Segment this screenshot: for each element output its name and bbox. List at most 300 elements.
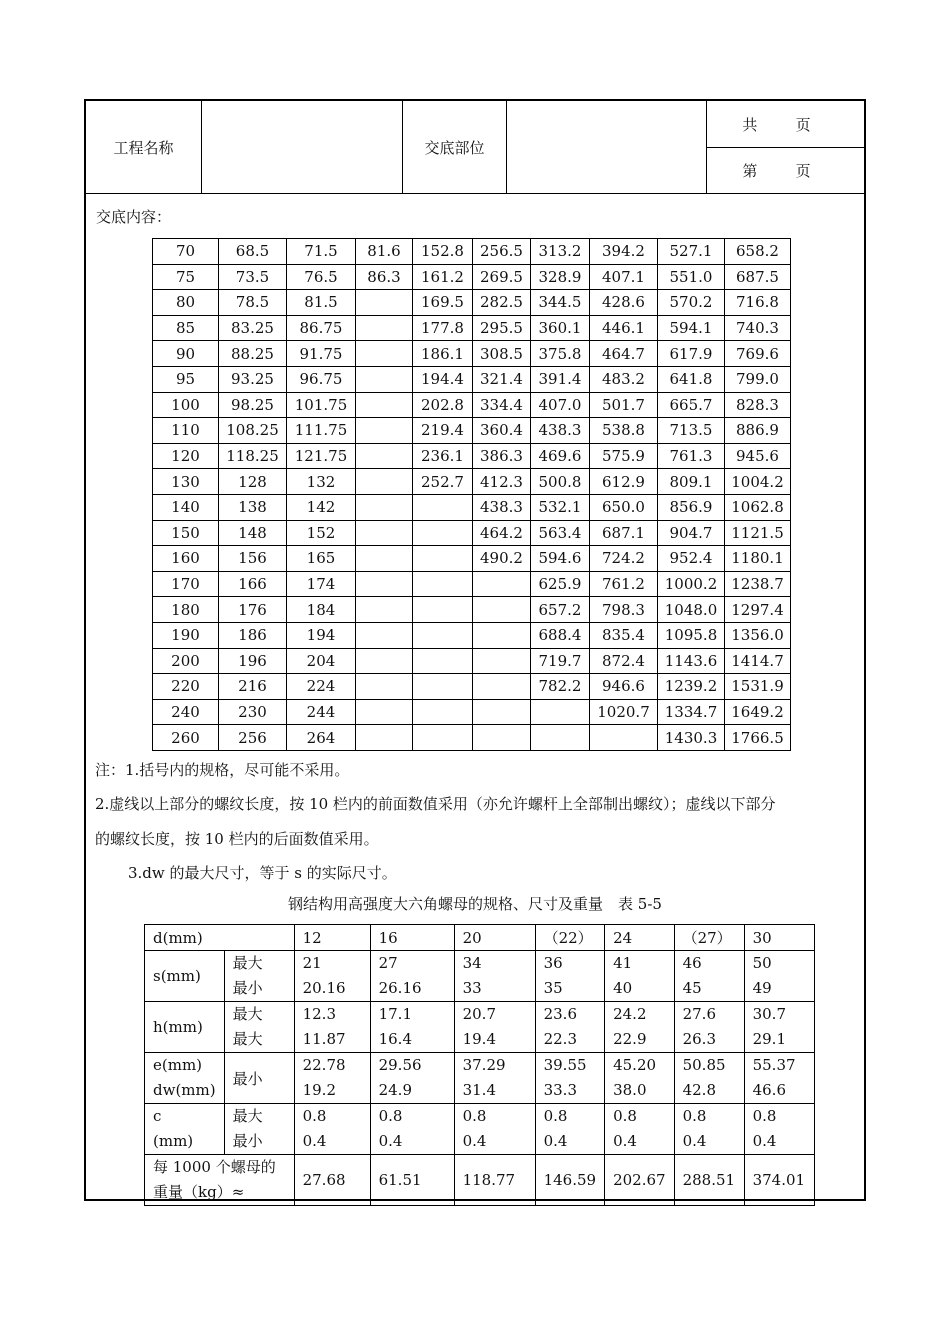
table-cell: 85 [153, 315, 219, 341]
table-cell: 761.3 [658, 443, 725, 469]
table-cell: 334.4 [473, 392, 531, 418]
cell-line: 29.56 [378, 1056, 422, 1074]
table-cell: 196 [219, 648, 287, 674]
table-cell: 108.25 [219, 418, 287, 444]
table-cell: 252.7 [413, 469, 473, 495]
note-3: 3.dw 的最大尺寸，等于 s 的实际尺寸。 [128, 864, 397, 882]
table-cell: 170 [153, 571, 219, 597]
project-name-label: 工程名称 [86, 101, 202, 193]
cell-line: 46 [682, 954, 702, 972]
table-cell [473, 699, 531, 725]
table-cell: 483.2 [590, 366, 658, 392]
cell-line: 0.8 [752, 1107, 777, 1125]
cell-line: 24.9 [378, 1081, 412, 1099]
weight-value: 61.51 [370, 1155, 454, 1206]
weight-value: 118.77 [454, 1155, 535, 1206]
table-cell: 282.5 [473, 290, 531, 316]
cell-line: 19.2 [302, 1081, 336, 1099]
c-value [605, 1104, 675, 1155]
table-cell: 740.3 [725, 315, 791, 341]
project-name-value [202, 101, 403, 193]
cell-line: 12.3 [302, 1005, 336, 1023]
d-value: （22） [535, 925, 605, 951]
table-row [153, 725, 791, 751]
d-value: 12 [294, 925, 370, 951]
e-value [605, 1053, 675, 1104]
nut-spec-table [144, 924, 815, 1206]
table-cell: 111.75 [287, 418, 356, 444]
table-row [153, 392, 791, 418]
table-cell: 166 [219, 571, 287, 597]
cell-line: 最小 [232, 1132, 263, 1150]
table-cell: 1020.7 [590, 699, 658, 725]
table-row [153, 366, 791, 392]
cell-line: 0.4 [302, 1132, 327, 1150]
cell-line: 49 [752, 979, 772, 997]
table-cell: 321.4 [473, 366, 531, 392]
d-value: 30 [744, 925, 814, 951]
table-cell: 240 [153, 699, 219, 725]
table-cell: 86.75 [287, 315, 356, 341]
table-cell: 81.5 [287, 290, 356, 316]
s-sub [224, 951, 294, 1002]
table-cell [413, 520, 473, 546]
table-cell: 344.5 [531, 290, 590, 316]
table-cell: 716.8 [725, 290, 791, 316]
table-cell: 98.25 [219, 392, 287, 418]
table-cell [356, 418, 413, 444]
table-cell: 687.1 [590, 520, 658, 546]
table-cell [356, 315, 413, 341]
table-row [145, 1053, 815, 1104]
table-cell: 121.75 [287, 443, 356, 469]
table-cell [413, 648, 473, 674]
document-frame [84, 99, 866, 1201]
table-cell: 91.75 [287, 341, 356, 367]
cell-line: 20.16 [302, 979, 346, 997]
d-value: （27） [674, 925, 744, 951]
cell-line: 最小 [232, 979, 263, 997]
cell-line: 39.55 [543, 1056, 587, 1074]
table-cell: 161.2 [413, 264, 473, 290]
table-cell: 1430.3 [658, 725, 725, 751]
cell-line: 16.4 [378, 1030, 412, 1048]
table-cell [473, 597, 531, 623]
table-cell: 328.9 [531, 264, 590, 290]
table-row [153, 290, 791, 316]
table-cell: 95 [153, 366, 219, 392]
weight-value: 374.01 [744, 1155, 814, 1206]
table-cell: 575.9 [590, 443, 658, 469]
table-cell: 90 [153, 341, 219, 367]
cell-line: 35 [543, 979, 563, 997]
e-value [535, 1053, 605, 1104]
table-cell [356, 290, 413, 316]
table-row [153, 418, 791, 444]
table-cell [531, 725, 590, 751]
e-sub: 最小 [224, 1053, 294, 1104]
cell-line: 0.8 [462, 1107, 487, 1125]
table-cell: 904.7 [658, 520, 725, 546]
table-cell: 1121.5 [725, 520, 791, 546]
table-cell [413, 699, 473, 725]
cell-line: 42.8 [682, 1081, 716, 1099]
table-cell: 782.2 [531, 674, 590, 700]
note-2a: 2.虚线以上部分的螺纹长度，按 10 栏内的前面数值采用（亦允许螺杆上全部制出螺纹）；虚线以下部分 [95, 795, 776, 813]
table-cell: 490.2 [473, 546, 531, 572]
table-cell: 1000.2 [658, 571, 725, 597]
table-cell: 464.2 [473, 520, 531, 546]
note-1: 注：1.括号内的规格，尽可能不采用。 [95, 761, 350, 779]
cell-line: 34 [462, 954, 482, 972]
table-cell: 688.4 [531, 622, 590, 648]
c-sub [224, 1104, 294, 1155]
table-cell: 713.5 [658, 418, 725, 444]
table-cell: 150 [153, 520, 219, 546]
h-value [674, 1002, 744, 1053]
table-row [153, 469, 791, 495]
table-row [153, 674, 791, 700]
table-cell: 724.2 [590, 546, 658, 572]
table-cell: 438.3 [531, 418, 590, 444]
table-cell: 872.4 [590, 648, 658, 674]
cell-line: 22.9 [613, 1030, 647, 1048]
cell-line: 0.4 [543, 1132, 568, 1150]
cell-line: 0.8 [302, 1107, 327, 1125]
table-row [153, 520, 791, 546]
h-value [535, 1002, 605, 1053]
page-number: 第 页 [707, 147, 864, 193]
cell-line: 33.3 [543, 1081, 577, 1099]
table-cell: 1048.0 [658, 597, 725, 623]
table-cell: 204 [287, 648, 356, 674]
table-cell [473, 648, 531, 674]
table-cell: 138 [219, 494, 287, 520]
location-label: 交底部位 [403, 101, 507, 193]
table-cell: 80 [153, 290, 219, 316]
c-value [535, 1104, 605, 1155]
table-cell [531, 699, 590, 725]
table-cell: 219.4 [413, 418, 473, 444]
table-cell: 952.4 [658, 546, 725, 572]
h-value [605, 1002, 675, 1053]
table-cell: 93.25 [219, 366, 287, 392]
table-cell: 70 [153, 239, 219, 265]
cell-line: 40 [613, 979, 633, 997]
s-label: s(mm) [145, 951, 225, 1002]
table-cell: 538.8 [590, 418, 658, 444]
table-cell: 216 [219, 674, 287, 700]
table-cell: 128 [219, 469, 287, 495]
cell-line: e(mm) [153, 1056, 203, 1074]
table-cell: 76.5 [287, 264, 356, 290]
table-cell [356, 648, 413, 674]
table-cell: 156 [219, 546, 287, 572]
d-value: 16 [370, 925, 454, 951]
table-cell [356, 469, 413, 495]
table-cell [356, 494, 413, 520]
table-cell: 1062.8 [725, 494, 791, 520]
table-cell: 625.9 [531, 571, 590, 597]
table-cell: 809.1 [658, 469, 725, 495]
table-cell [413, 597, 473, 623]
cell-line: 45.20 [613, 1056, 657, 1074]
table-cell: 1297.4 [725, 597, 791, 623]
table-cell: 244 [287, 699, 356, 725]
table-cell: 407.0 [531, 392, 590, 418]
c-value [370, 1104, 454, 1155]
e-label [145, 1053, 225, 1104]
cell-line: 29.1 [752, 1030, 786, 1048]
table-cell: 75 [153, 264, 219, 290]
table-cell: 160 [153, 546, 219, 572]
cell-line: 11.87 [302, 1030, 346, 1048]
table-cell: 194.4 [413, 366, 473, 392]
table-cell [473, 674, 531, 700]
page-count-cell [707, 101, 864, 193]
table-cell: 1180.1 [725, 546, 791, 572]
table-cell [356, 622, 413, 648]
table-cell: 1238.7 [725, 571, 791, 597]
table-cell: 174 [287, 571, 356, 597]
table-cell: 886.9 [725, 418, 791, 444]
cell-line: 36 [543, 954, 563, 972]
table-cell: 945.6 [725, 443, 791, 469]
table-cell: 501.7 [590, 392, 658, 418]
table-cell: 100 [153, 392, 219, 418]
table-cell: 68.5 [219, 239, 287, 265]
table-cell: 308.5 [473, 341, 531, 367]
table-cell: 88.25 [219, 341, 287, 367]
table-cell: 828.3 [725, 392, 791, 418]
table-row [153, 571, 791, 597]
cell-line: 0.8 [682, 1107, 707, 1125]
cell-line: 0.4 [462, 1132, 487, 1150]
table-cell: 394.2 [590, 239, 658, 265]
table-cell [413, 674, 473, 700]
table-cell: 719.7 [531, 648, 590, 674]
s-value [294, 951, 370, 1002]
table-row [153, 699, 791, 725]
table-cell: 180 [153, 597, 219, 623]
cell-line: 50 [752, 954, 772, 972]
table-cell [413, 571, 473, 597]
table-cell [473, 622, 531, 648]
cell-line: (mm) [153, 1132, 194, 1150]
table-cell: 132 [287, 469, 356, 495]
header-row [86, 101, 864, 194]
cell-line: 24.2 [613, 1005, 647, 1023]
table-cell: 1143.6 [658, 648, 725, 674]
cell-line: 最大 [232, 954, 263, 972]
weight-value: 288.51 [674, 1155, 744, 1206]
table-cell [356, 699, 413, 725]
table-cell: 256 [219, 725, 287, 751]
table-cell: 799.0 [725, 366, 791, 392]
table-cell [356, 674, 413, 700]
cell-line: 23.6 [543, 1005, 577, 1023]
cell-line: 0.8 [543, 1107, 568, 1125]
s-value [454, 951, 535, 1002]
table-cell: 81.6 [356, 239, 413, 265]
table-row [145, 951, 815, 1002]
e-value [370, 1053, 454, 1104]
table-cell: 186.1 [413, 341, 473, 367]
cell-line: 0.4 [613, 1132, 637, 1150]
d-label: d(mm) [145, 925, 295, 951]
note-2b: 的螺纹长度，按 10 栏内的后面数值采用。 [95, 830, 379, 848]
table-row [153, 315, 791, 341]
cell-line: 21 [302, 954, 322, 972]
table-cell: 1766.5 [725, 725, 791, 751]
table-cell: 264 [287, 725, 356, 751]
table-cell: 407.1 [590, 264, 658, 290]
table-cell [356, 571, 413, 597]
table-cell: 148 [219, 520, 287, 546]
table-cell: 650.0 [590, 494, 658, 520]
cell-line: dw(mm) [153, 1081, 216, 1099]
c-value [454, 1104, 535, 1155]
s-value [370, 951, 454, 1002]
table-cell: 1095.8 [658, 622, 725, 648]
table-cell: 438.3 [473, 494, 531, 520]
s-value [535, 951, 605, 1002]
c-value [744, 1104, 814, 1155]
table-cell: 641.8 [658, 366, 725, 392]
cell-line: 0.8 [613, 1107, 637, 1125]
table-cell: 220 [153, 674, 219, 700]
cell-line: 46.6 [752, 1081, 786, 1099]
cell-line: 22.78 [302, 1056, 346, 1074]
e-value [294, 1053, 370, 1104]
table-cell: 194 [287, 622, 356, 648]
table-cell: 532.1 [531, 494, 590, 520]
table-cell [356, 443, 413, 469]
table2-caption: 钢结构用高强度大六角螺母的规格、尺寸及重量 表 5-5 [288, 895, 662, 913]
h-value [454, 1002, 535, 1053]
table-row [153, 546, 791, 572]
table-cell: 83.25 [219, 315, 287, 341]
table-row [153, 239, 791, 265]
c-value [294, 1104, 370, 1155]
h-value [294, 1002, 370, 1053]
d-value: 24 [605, 925, 675, 951]
table-cell: 202.8 [413, 392, 473, 418]
table-cell [356, 546, 413, 572]
e-value [454, 1053, 535, 1104]
table-cell: 835.4 [590, 622, 658, 648]
cell-line: 45 [682, 979, 702, 997]
s-value [744, 951, 814, 1002]
table-cell [413, 494, 473, 520]
table-cell: 260 [153, 725, 219, 751]
table-cell: 798.3 [590, 597, 658, 623]
weight-value: 27.68 [294, 1155, 370, 1206]
table-cell: 1649.2 [725, 699, 791, 725]
table-cell: 120 [153, 443, 219, 469]
table-cell [413, 622, 473, 648]
table-cell: 469.6 [531, 443, 590, 469]
cell-line: 27.6 [682, 1005, 716, 1023]
cell-line: 55.37 [752, 1056, 796, 1074]
cell-line: 最大 [232, 1107, 263, 1125]
cell-line: 33 [462, 979, 482, 997]
table-cell: 130 [153, 469, 219, 495]
h-sub [224, 1002, 294, 1053]
table-cell: 428.6 [590, 290, 658, 316]
table-row [153, 341, 791, 367]
table-cell: 152 [287, 520, 356, 546]
cell-line: 最大 [232, 1030, 263, 1048]
cell-line: 0.8 [378, 1107, 403, 1125]
cell-line: 重量（kg）≈ [153, 1183, 245, 1201]
table-cell: 86.3 [356, 264, 413, 290]
cell-line: 0.4 [752, 1132, 777, 1150]
e-value [674, 1053, 744, 1104]
table-cell [356, 366, 413, 392]
table-cell: 230 [219, 699, 287, 725]
table-cell: 169.5 [413, 290, 473, 316]
table-cell: 152.8 [413, 239, 473, 265]
table-cell: 594.1 [658, 315, 725, 341]
cell-line: 31.4 [462, 1081, 496, 1099]
table-cell: 658.2 [725, 239, 791, 265]
table-cell: 1414.7 [725, 648, 791, 674]
cell-line: 每 1000 个螺母的 [153, 1158, 276, 1176]
location-value [507, 101, 707, 193]
table-cell [413, 725, 473, 751]
table-cell: 313.2 [531, 239, 590, 265]
cell-line: 20.7 [462, 1005, 496, 1023]
table-row [145, 925, 815, 951]
cell-line: 26.3 [682, 1030, 716, 1048]
table-cell: 551.0 [658, 264, 725, 290]
h-value [370, 1002, 454, 1053]
table-cell: 570.2 [658, 290, 725, 316]
weight-value: 146.59 [535, 1155, 605, 1206]
cell-line: 0.4 [682, 1132, 707, 1150]
table-cell: 118.25 [219, 443, 287, 469]
c-value [674, 1104, 744, 1155]
table-cell: 176 [219, 597, 287, 623]
table-cell: 412.3 [473, 469, 531, 495]
table-cell: 142 [287, 494, 356, 520]
table-cell: 71.5 [287, 239, 356, 265]
cell-line: 19.4 [462, 1030, 496, 1048]
table-cell: 375.8 [531, 341, 590, 367]
table-row [153, 443, 791, 469]
table-cell: 184 [287, 597, 356, 623]
cell-line: 27 [378, 954, 398, 972]
table-cell [356, 341, 413, 367]
table-cell: 500.8 [531, 469, 590, 495]
table-cell: 594.6 [531, 546, 590, 572]
cell-line: 17.1 [378, 1005, 412, 1023]
table-row [153, 622, 791, 648]
table-cell [590, 725, 658, 751]
table-cell: 295.5 [473, 315, 531, 341]
table-cell: 1239.2 [658, 674, 725, 700]
table-cell: 464.7 [590, 341, 658, 367]
table-row [145, 1155, 815, 1206]
cell-line: 26.16 [378, 979, 422, 997]
table-cell: 78.5 [219, 290, 287, 316]
table-cell: 946.6 [590, 674, 658, 700]
table-cell: 1531.9 [725, 674, 791, 700]
table-cell: 360.1 [531, 315, 590, 341]
table-cell: 200 [153, 648, 219, 674]
cell-line: 22.3 [543, 1030, 577, 1048]
